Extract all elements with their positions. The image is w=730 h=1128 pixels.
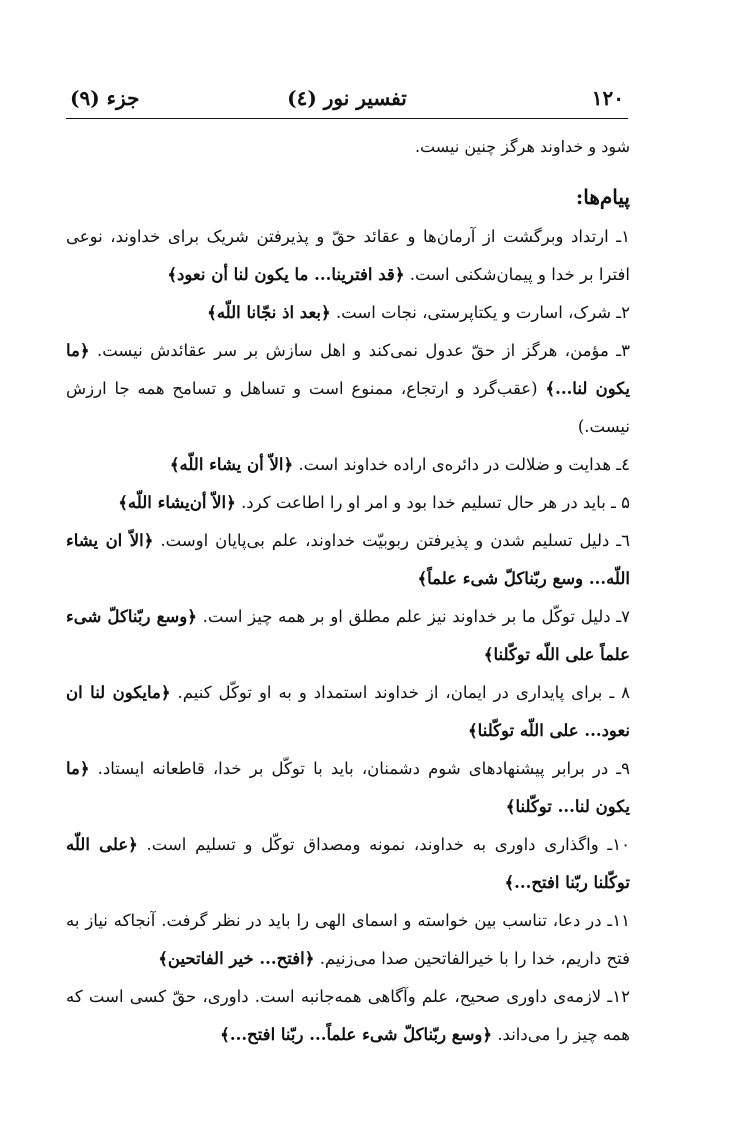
quran-quote: ﴿ما یکون لنا... توکّلنا﴾ xyxy=(66,759,630,816)
message-text: ۱۲ـ لازمه‌ی داوری صحیح، علم وآگاهی همه‌جانبه است. داوری، حقّ کسی است که همه چیز را می‌داند. xyxy=(66,987,630,1044)
message-text: ۲ـ شرک، اسارت و یکتاپرستی، نجات است. xyxy=(335,303,630,322)
quran-quote: ﴿قد افترینا... ما یکون لنا أن نعود﴾ xyxy=(167,265,405,284)
quran-quote: ﴿الاّ أن یشاء اللّه﴾ xyxy=(169,455,294,474)
message-item-10 xyxy=(66,826,630,902)
quran-quote: ﴿مایکون لنا ان نعود... علی اللّه توکّلنا﴾ xyxy=(66,683,630,740)
message-text: ۵ ـ باید در هر حال تسلیم خدا بود و امر او را اطاعت کرد. xyxy=(241,493,630,512)
quran-quote: ﴿افتح... خیر الفاتحین﴾ xyxy=(158,949,315,968)
message-text: ۷ـ دلیل توکّل ما بر خداوند نیز علم مطلق او بر همه چیز است. xyxy=(202,607,630,626)
message-item-9 xyxy=(66,750,630,826)
message-item-3 xyxy=(66,332,630,446)
message-text: ۱۰ـ واگذاری داوری به خداوند، نمونه ومصداق توکّل و تسلیم است. xyxy=(146,835,630,854)
message-item-8 xyxy=(66,674,630,750)
message-item-11 xyxy=(66,902,630,978)
quran-quote: ﴿بعد اذ نجّانا اللّه﴾ xyxy=(207,303,331,322)
quran-quote: ﴿الاّ أن‌یشاء اللّه﴾ xyxy=(118,493,236,512)
quran-quote: ﴿ما یکون لنا...﴾ xyxy=(66,341,630,398)
message-item-5 xyxy=(66,484,630,522)
quran-quote: ﴿وسع ربّناکلّ شیء علماً علی اللّه توکّلنا﴾ xyxy=(66,607,630,664)
message-item-1 xyxy=(66,218,630,294)
page-body xyxy=(66,132,630,1054)
message-text: ۱ـ ارتداد وبرگشت از آرمان‌ها و عقائد حقّ و پذیرفتن شریک برای خداوند، نوعی افترا بر خدا و پیمان‌شکنی است. xyxy=(66,227,630,284)
message-item-2 xyxy=(66,294,630,332)
message-item-7 xyxy=(66,598,630,674)
message-text: ٤ـ هدایت و ضلالت در دائره‌ی اراده خداوند است. xyxy=(298,455,630,474)
quran-quote: ﴿الاّ ان یشاء اللّه... وسع ربّناکلّ شیء علماً﴾ xyxy=(66,531,630,588)
header-divider xyxy=(66,118,628,119)
intro-line: شود و خداوند هرگز چنین نیست. xyxy=(414,137,630,156)
juz-label: جزء (۹) xyxy=(70,86,140,110)
message-text: ٦ـ دلیل تسلیم شدن و پذیرفتن ربوبیّت خداوند، علم بی‌پایان اوست. xyxy=(160,531,631,550)
message-item-4 xyxy=(66,446,630,484)
page-header xyxy=(66,86,628,116)
page-number: ۱۲۰ xyxy=(591,86,624,110)
message-text: ۹ـ در برابر پیشنهادهای شوم دشمنان، باید با توکّل بر خدا، قاطعانه ایستاد. xyxy=(97,759,630,778)
message-text: ۸ ـ برای پایداری در ایمان، از خداوند استمداد و به او توکّل کنیم. xyxy=(177,683,630,702)
message-item-12 xyxy=(66,978,630,1054)
running-title: تفسیر نور (٤) xyxy=(287,86,407,110)
quran-quote: ﴿وسع ربّناکلّ شیء علماً... ربّنا افتح...﴾ xyxy=(220,1025,493,1044)
section-heading: پیام‌ها: xyxy=(575,185,630,209)
message-text: ۳ـ مؤمن، هرگز از حقّ عدول نمی‌کند و اهل سازش بر سر عقائدش نیست. xyxy=(96,341,630,360)
message-item-6 xyxy=(66,522,630,598)
message-note: (عقب‌گرد و ارتجاع، ممنوع است و تساهل و تسامح همه جا ارزش نیست.) xyxy=(66,379,630,436)
quran-quote: ﴿علی اللّه توکّلنا ربّنا افتح...﴾ xyxy=(66,835,630,892)
message-text: ۱۱ـ در دعا، تناسب بین خواسته و اسمای الهی را باید در نظر گرفت. آنجاکه نیاز به فتح داریم، خدا را با خیرالفاتحین صدا می‌زنیم. xyxy=(66,911,630,968)
